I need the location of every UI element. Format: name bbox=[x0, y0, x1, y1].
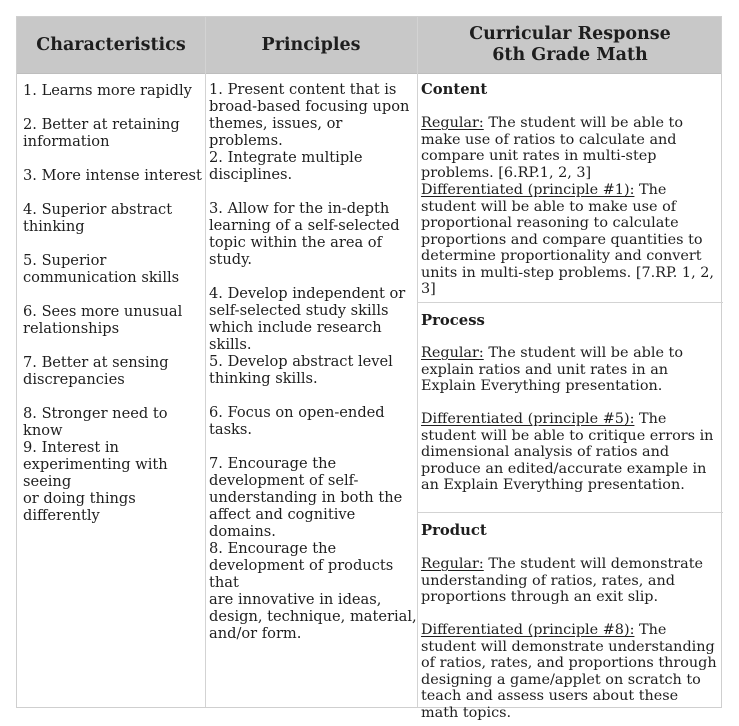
process-regular-text: The student will be able to explain ratios and unit rates in an Explain Everything presentation. bbox=[421, 345, 684, 394]
product-regular-text: The student will demonstrate understanding of ratios, rates, and proportions through an exit slip. bbox=[421, 556, 704, 605]
header-principles bbox=[205, 17, 417, 73]
characteristic-item-2: 2. Better at retaining information bbox=[23, 116, 180, 150]
principle-item-6: 6. Focus on open-ended tasks. bbox=[209, 404, 385, 438]
content-differentiated bbox=[421, 182, 717, 298]
product-regular-label: Regular: bbox=[421, 556, 484, 572]
process-regular-label: Regular: bbox=[421, 345, 484, 361]
principle-item-2: 2. Integrate multiple disciplines. bbox=[209, 149, 363, 183]
characteristics-column bbox=[17, 74, 205, 707]
principle-item-4: 4. Develop independent or self-selected study skills which include research skills. bbox=[209, 285, 406, 353]
product-title: Product bbox=[421, 522, 487, 539]
section-divider bbox=[417, 512, 723, 513]
curricular-column bbox=[417, 74, 723, 721]
section-divider bbox=[417, 302, 723, 303]
content-regular-text: The student will be able to make use of ratios to calculate and compare unit rates in multi-step problems. [6.RP.1, 2, 3] bbox=[421, 115, 684, 181]
product-diff-text: The student will demonstrate understanding of ratios, rates, and proportions through designing a game/applet on scratch to teach and assess users about these math topics. bbox=[421, 622, 717, 721]
content-diff-label: Differentiated (principle #1): bbox=[421, 182, 635, 198]
characteristic-item-3: 3. More intense interest bbox=[23, 167, 202, 184]
curriculum-table bbox=[16, 16, 722, 721]
characteristic-item-1: 1. Learns more rapidly bbox=[23, 82, 192, 99]
process-diff-label: Differentiated (principle #5): bbox=[421, 411, 635, 427]
process-regular bbox=[421, 345, 717, 395]
process-diff-text: The student will be able to critique errors in dimensional analysis of ratios and produce an edited/accurate example in an Explain Everything presentation. bbox=[421, 411, 714, 493]
principles-column bbox=[205, 74, 417, 707]
product-differentiated bbox=[421, 622, 717, 721]
header-curricular-line2: 6th Grade Math bbox=[492, 45, 648, 65]
product-diff-label: Differentiated (principle #8): bbox=[421, 622, 635, 638]
principle-item-7: 7. Encourage the development of self- understanding in both the affect and cognitive domains. bbox=[209, 455, 403, 540]
content-diff-text: The student will be able to make use of proportional reasoning to calculate proportions and compare quantities to determine proportionality and convert units in multi-step problems. [7.RP. 1, 2, 3] bbox=[421, 182, 714, 297]
characteristic-item-4: 4. Superior abstract thinking bbox=[23, 201, 173, 235]
header-curricular-line1: Curricular Response bbox=[469, 24, 671, 44]
principle-item-1: 1. Present content that is broad-based focusing upon themes, issues, or problems. bbox=[209, 81, 410, 149]
characteristic-item-5: 5. Superior communication skills bbox=[23, 252, 180, 286]
principle-item-8: 8. Encourage the development of products that are innovative in ideas, design, technique, material, and/or form. bbox=[209, 540, 417, 642]
header-curricular-response bbox=[417, 17, 723, 73]
header-characteristics-label: Characteristics bbox=[36, 34, 186, 55]
content-regular bbox=[421, 115, 717, 181]
process-differentiated bbox=[421, 411, 717, 494]
content-title: Content bbox=[421, 81, 488, 98]
process-title: Process bbox=[421, 312, 485, 329]
header-characteristics bbox=[17, 17, 205, 73]
characteristic-item-7: 7. Better at sensing discrepancies bbox=[23, 354, 169, 388]
characteristic-item-6: 6. Sees more unusual relationships bbox=[23, 303, 183, 337]
product-regular bbox=[421, 556, 717, 606]
principle-item-3: 3. Allow for the in-depth learning of a self-selected topic within the area of study. bbox=[209, 200, 400, 268]
table-header bbox=[17, 17, 721, 74]
characteristic-item-8: 8. Stronger need to know bbox=[23, 405, 168, 439]
characteristic-item-9: 9. Interest in experimenting with seeing or doing things differently bbox=[23, 439, 168, 524]
header-principles-label: Principles bbox=[261, 34, 361, 55]
principle-item-5: 5. Develop abstract level thinking skills. bbox=[209, 353, 393, 387]
content-regular-label: Regular: bbox=[421, 115, 484, 131]
